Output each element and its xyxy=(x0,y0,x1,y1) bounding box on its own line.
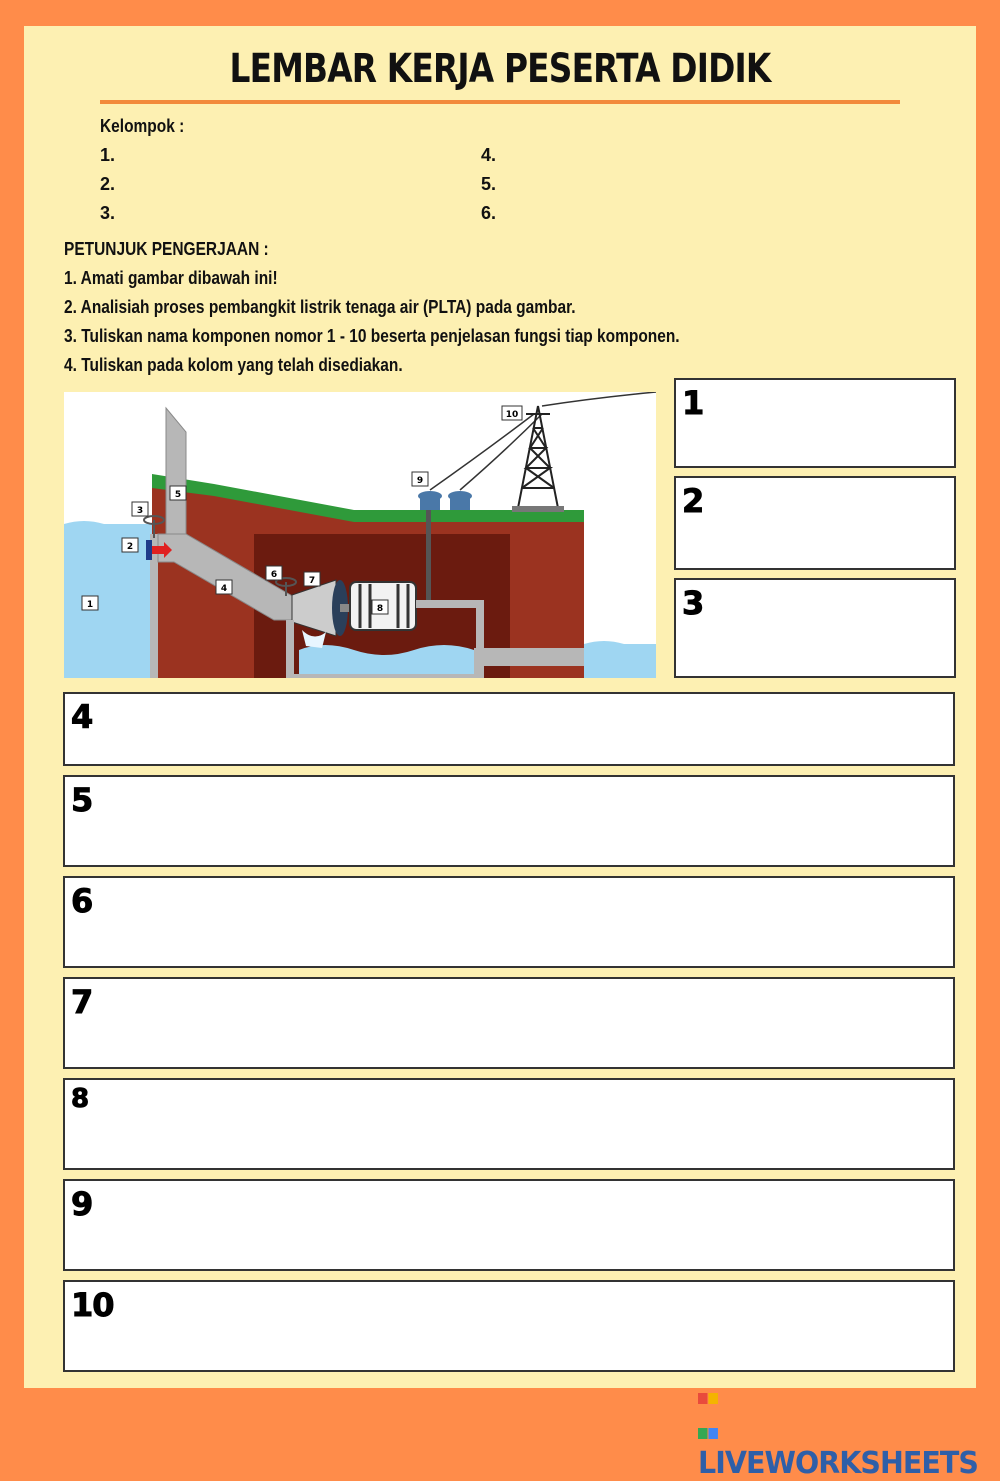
instruction-step-4: 4. Tuliskan pada kolom yang telah disediakan. xyxy=(64,355,403,375)
diagram-label-7: 7 xyxy=(308,576,316,586)
member-number-6: 6. xyxy=(481,203,497,223)
member-number-5: 5. xyxy=(481,174,497,194)
diagram-label-6: 6 xyxy=(270,570,278,580)
answer-box-10[interactable] xyxy=(63,1280,955,1372)
answer-box-1[interactable] xyxy=(674,378,956,468)
member-number-1: 1. xyxy=(100,145,116,165)
answer-box-4[interactable] xyxy=(63,692,955,766)
diagram-label-9: 9 xyxy=(416,476,424,486)
answer-number-5: 5 xyxy=(71,781,93,819)
answer-number-10: 10 xyxy=(71,1286,114,1324)
brand-name: LIVEWORKSHEETS xyxy=(698,1446,978,1481)
answer-number-8: 8 xyxy=(71,1084,89,1114)
answer-box-3[interactable] xyxy=(674,578,956,678)
answer-number-1: 1 xyxy=(682,384,704,422)
title-underline xyxy=(100,100,900,104)
instructions-heading: PETUNJUK PENGERJAAN : xyxy=(64,239,269,259)
hydropower-diagram xyxy=(64,392,656,678)
diagram-label-2: 2 xyxy=(126,542,134,552)
answer-box-5[interactable] xyxy=(63,775,955,867)
answer-box-9[interactable] xyxy=(63,1179,955,1271)
group-label: Kelompok : xyxy=(100,116,185,136)
answer-number-9: 9 xyxy=(71,1185,93,1223)
answer-number-6: 6 xyxy=(71,882,93,920)
diagram-label-10: 10 xyxy=(505,410,519,420)
member-number-4: 4. xyxy=(481,145,497,165)
answer-number-2: 2 xyxy=(682,482,704,520)
liveworksheets-logo[interactable] xyxy=(698,1378,985,1481)
answer-box-8[interactable] xyxy=(63,1078,955,1170)
answer-box-6[interactable] xyxy=(63,876,955,968)
answer-box-2[interactable] xyxy=(674,476,956,570)
answer-number-3: 3 xyxy=(682,584,704,622)
reservoir-water xyxy=(64,524,154,678)
diagram-label-1: 1 xyxy=(86,600,94,610)
diagram-label-4: 4 xyxy=(220,584,228,594)
diagram-label-8: 8 xyxy=(376,604,384,614)
answer-number-4: 4 xyxy=(71,698,93,736)
answer-number-7: 7 xyxy=(71,983,93,1021)
member-number-2: 2. xyxy=(100,174,116,194)
member-number-3: 3. xyxy=(100,203,116,223)
brand-blocks-icon xyxy=(698,1378,719,1402)
diagram-label-5: 5 xyxy=(174,490,182,500)
diagram-label-3: 3 xyxy=(136,506,144,516)
instruction-step-2: 2. Analisiah proses pembangkit listrik tenaga air (PLTA) pada gambar. xyxy=(64,297,576,317)
instruction-step-3: 3. Tuliskan nama komponen nomor 1 - 10 beserta penjelasan fungsi tiap komponen. xyxy=(64,326,680,346)
answer-box-7[interactable] xyxy=(63,977,955,1069)
instruction-step-1: 1. Amati gambar dibawah ini! xyxy=(64,268,278,288)
page-title: LEMBAR KERJA PESERTA DIDIK xyxy=(229,46,771,92)
